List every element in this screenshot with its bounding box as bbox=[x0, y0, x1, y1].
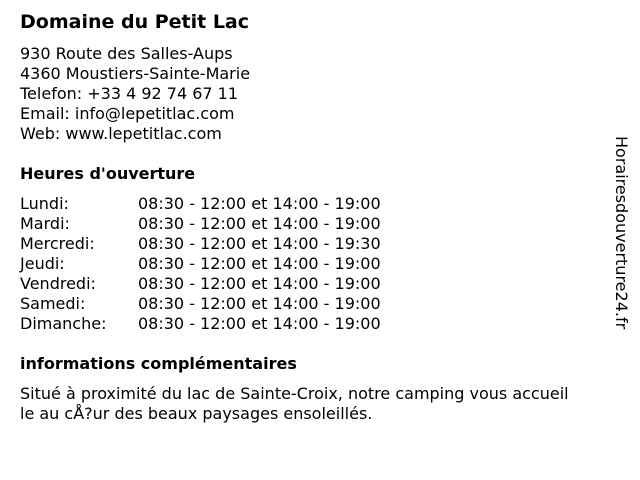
contact-block bbox=[20, 44, 250, 144]
time-value: 08:30 - 12:00 et 14:00 - 19:00 bbox=[138, 314, 381, 333]
email-text: Email: info@lepetitlac.com bbox=[20, 104, 235, 123]
info-heading: informations complémentaires bbox=[20, 354, 297, 373]
info-line: le au cÅ?ur des beaux paysages ensoleillés. bbox=[20, 404, 373, 423]
info-description bbox=[20, 384, 620, 424]
day-label: Mercredi: bbox=[20, 234, 95, 253]
time-value: 08:30 - 12:00 et 14:00 - 19:00 bbox=[138, 194, 381, 213]
day-label: Lundi: bbox=[20, 194, 69, 213]
site-watermark: Horairesdouverture24.fr bbox=[612, 136, 631, 330]
address-city: 4360 Moustiers-Sainte-Marie bbox=[20, 64, 251, 83]
time-value: 08:30 - 12:00 et 14:00 - 19:00 bbox=[138, 294, 381, 313]
hours-row-lundi bbox=[20, 194, 440, 214]
day-label: Jeudi: bbox=[20, 254, 65, 273]
time-value: 08:30 - 12:00 et 14:00 - 19:30 bbox=[138, 234, 381, 253]
time-value: 08:30 - 12:00 et 14:00 - 19:00 bbox=[138, 274, 381, 293]
day-label: Dimanche: bbox=[20, 314, 107, 333]
hours-row-jeudi bbox=[20, 254, 440, 274]
business-name: Domaine du Petit Lac bbox=[20, 11, 250, 33]
hours-row-dimanche bbox=[20, 314, 440, 334]
time-value: 08:30 - 12:00 et 14:00 - 19:00 bbox=[138, 254, 381, 273]
info-line: Situé à proximité du lac de Sainte-Croix, notre camping vous accueil bbox=[20, 384, 569, 403]
hours-row-samedi bbox=[20, 294, 440, 314]
hours-row-mercredi bbox=[20, 234, 440, 254]
day-label: Vendredi: bbox=[20, 274, 96, 293]
hours-row-mardi bbox=[20, 214, 440, 234]
web-text: Web: www.lepetitlac.com bbox=[20, 124, 222, 143]
day-label: Samedi: bbox=[20, 294, 86, 313]
address-street: 930 Route des Salles-Aups bbox=[20, 44, 233, 63]
hours-heading: Heures d'ouverture bbox=[20, 164, 196, 183]
hours-row-vendredi bbox=[20, 274, 440, 294]
hours-table bbox=[20, 194, 440, 334]
time-value: 08:30 - 12:00 et 14:00 - 19:00 bbox=[138, 214, 381, 233]
phone-text: Telefon: +33 4 92 74 67 11 bbox=[20, 84, 239, 103]
day-label: Mardi: bbox=[20, 214, 70, 233]
